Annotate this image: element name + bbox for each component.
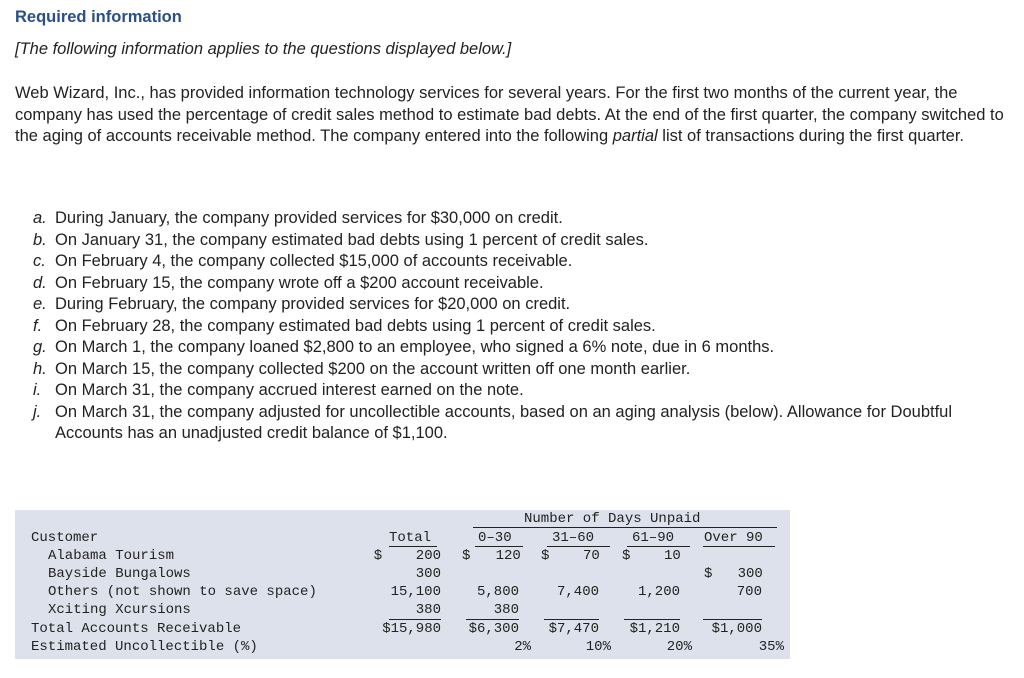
transaction-letter: j. (33, 402, 42, 421)
transaction-text: On March 1, the company loaned $2,800 to an employee, who signed a 6% note, due in 6 months. (55, 338, 775, 356)
transaction-text: On February 15, the company wrote off a $200 account receivable. (55, 273, 544, 292)
transaction-item (33, 337, 1013, 359)
required-information-heading: Required information (15, 8, 182, 26)
row-total: $ 200 (373, 548, 441, 564)
transaction-letter: f. (33, 316, 43, 335)
customer-name: Others (not shown to save space) (48, 584, 317, 600)
aging-table (15, 510, 790, 659)
transaction-letter: d. (33, 273, 47, 292)
total-row-0-30: $6,300 (468, 621, 519, 637)
transaction-text: On January 31, the company estimated bad debts using 1 percent of credit sales. (55, 230, 649, 249)
transaction-item (33, 208, 1013, 230)
transaction-letter: g. (33, 338, 47, 356)
total-row-total: $15,980 (382, 621, 441, 637)
intro-paragraph (15, 83, 1005, 148)
applies-note: [The following information applies to the questions displayed below.] (15, 40, 512, 58)
transaction-item (33, 251, 1013, 273)
transaction-item (33, 230, 1013, 252)
row-total: 300 (415, 566, 441, 582)
pct-row-label: Estimated Uncollectible (%) (31, 639, 258, 655)
over90-header-rule (703, 546, 775, 547)
transaction-letter: h. (33, 359, 47, 378)
transaction-text: During January, the company provided services for $30,000 on credit. (55, 209, 563, 227)
total-row-61-90: $1,210 (629, 621, 680, 637)
row-61-90: 1,200 (637, 584, 680, 600)
days-unpaid-header: Number of Days Unpaid (524, 511, 701, 527)
transaction-item (33, 316, 1013, 338)
transaction-text: On March 31, the company accrued interest earned on the note. (55, 381, 524, 399)
col-61-90: 61–90 (632, 530, 675, 546)
transaction-letter: i. (33, 381, 42, 399)
customer-name: Alabama Tourism (48, 548, 175, 564)
total-row-over-90: $1,000 (711, 621, 762, 637)
col-0-30: 0–30 (478, 530, 512, 546)
total-row-label: Total Accounts Receivable (31, 621, 242, 637)
transaction-text: On March 31, the company adjusted for uncollectible accounts, based on an aging analysis (below). Allowance for Doubtful Accounts has an unadjusted credit balance of $1,100. (55, 402, 953, 442)
total-row-31-60: $7,470 (548, 621, 599, 637)
row-0-30: 380 (493, 602, 519, 618)
customer-name: Bayside Bungalows (48, 566, 191, 582)
row-0-30: 5,800 (476, 584, 519, 600)
transaction-item (33, 294, 1013, 316)
customer-name: Xciting Xcursions (48, 602, 191, 618)
transaction-letter: b. (33, 230, 47, 249)
intro-text-1: Web Wizard, Inc., has provided information technology services for several years. For the first two months of the current year, the company has used the percentage of credit sales method to estimate bad debts. At the end of the first quarter, the company switched to the aging of accounts receivable method. The company entered into the following (15, 84, 1004, 145)
row-over-90: 700 (736, 584, 762, 600)
col-total: Total (389, 530, 432, 546)
row-0-30: $ 120 (462, 548, 521, 564)
row-over-90: $ 300 (704, 566, 763, 582)
transaction-item (33, 359, 1013, 381)
row-31-60: 7,400 (556, 584, 599, 600)
col-customer: Customer (31, 530, 99, 546)
pct-row-61-90: 20% (666, 639, 692, 655)
transaction-item (33, 402, 1013, 445)
intro-emphasis: partial (612, 127, 658, 145)
col-over-90: Over 90 (704, 530, 763, 546)
transaction-item (33, 380, 1013, 402)
transaction-letter: a. (33, 209, 47, 227)
transaction-text: On March 15, the company collected $200 on the account written off one month earlier. (55, 359, 691, 378)
row-61-90: $ 10 (622, 548, 681, 564)
pct-row-over-90: 35% (758, 639, 784, 655)
transaction-letter: c. (33, 252, 46, 270)
transaction-item (33, 273, 1013, 295)
row-total: 380 (415, 602, 441, 618)
transaction-text: During February, the company provided services for $20,000 on credit. (55, 295, 571, 313)
col-31-60: 31–60 (552, 530, 595, 546)
transaction-letter: e. (33, 295, 47, 313)
transaction-list (33, 208, 1013, 445)
intro-text-2: list of transactions during the first quarter. (657, 127, 965, 145)
row-total: 15,100 (390, 584, 441, 600)
group-header-rule (473, 527, 777, 528)
transaction-text: On February 28, the company estimated bad debts using 1 percent of credit sales. (55, 316, 656, 335)
pct-row-31-60: 10% (585, 639, 611, 655)
row-31-60: $ 70 (541, 548, 600, 564)
transaction-text: On February 4, the company collected $15,000 of accounts receivable. (55, 252, 573, 270)
pct-row-0-30: 2% (514, 639, 531, 655)
